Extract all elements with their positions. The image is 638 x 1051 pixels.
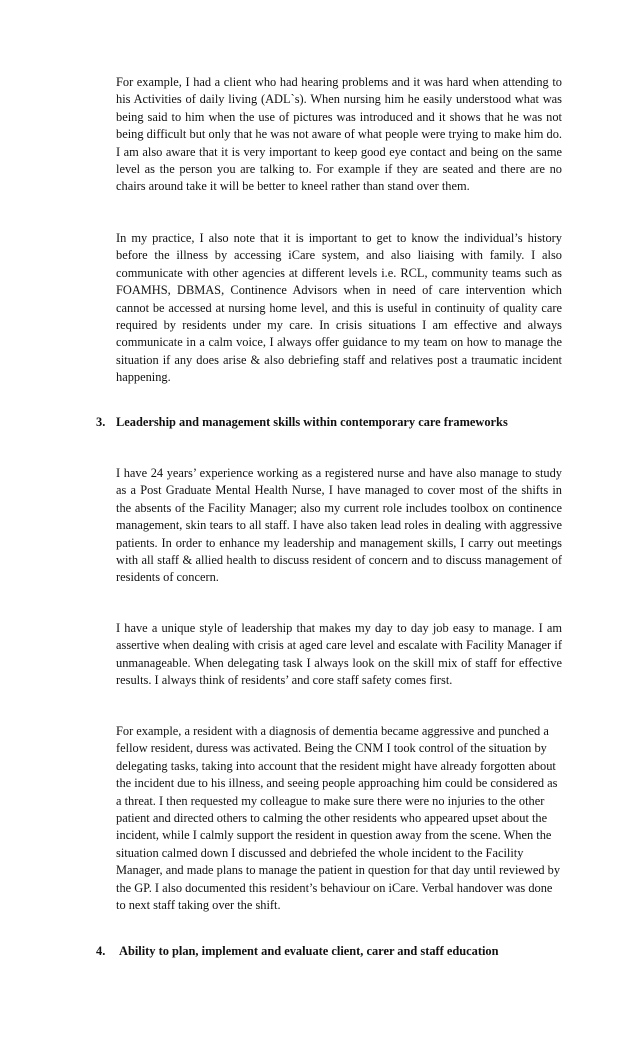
paragraph-leadership-style: I have a unique style of leadership that makes my day to day job easy to manage. I am assertive when dealing with crisis at aged care level and escalate with Facility Manager if unmanageable. When delegating task I always look on the skill mix of staff for effective results. I always think of residents’ and core staff safety comes first. xyxy=(116,621,562,688)
paragraph-experience: I have 24 years’ experience working as a registered nurse and have also manage to study as a Post Graduate Mental Health Nurse, I have managed to cover most of the shifts in the absents of the Facility Manager; also my current role includes toolbox on continence management, skin tears to all staff. I have also taken lead roles in dealing with aggressive patients. In order to enhance my leadership and management skills, I carry out meetings with all staff & allied health to discuss resident of concern and to discuss management of residents of concern. xyxy=(116,466,562,585)
section-heading-education xyxy=(96,943,499,960)
paragraph-individual-history: In my practice, I also note that it is important to get to know the individual’s history before the illness by accessing iCare system, and also liaising with family. I also communicate with other agencies at different levels i.e. RCL, community teams such as FOAMHS, DBMAS, Continence Advisors when in need of care intervention which cannot be accessed at nursing home level, and this is useful in continuity of quality care required by residents under my care. In crisis situations I am effective and always communicate in a calm voice, I always offer guidance to my team on how to manage the situation if any does arise & also debriefing staff and relatives post a traumatic incident happening. xyxy=(116,231,562,385)
section-heading-leadership xyxy=(96,414,508,431)
paragraph-hearing-example: For example, I had a client who had hearing problems and it was hard when attending to his Activities of daily living (ADL`s). When nursing him he easily understood what was being said to him when the use of pictures was introduced and it shows that he was not being difficult but only that he was not aware of what people were trying to make him do. I am also aware that it is very important to keep good eye contact and being on the same level as the person you are talking to. For example if they are seated and there are no chairs around take it will be better to kneel rather than stand over them. xyxy=(116,75,562,194)
section-title: Leadership and management skills within contemporary care frameworks xyxy=(116,415,508,429)
section-number: 4. xyxy=(96,944,106,958)
paragraph-dementia-example: For example, a resident with a diagnosis of dementia became aggressive and punched a fellow resident, duress was activated. Being the CNM I took control of the situation by delegating tasks, taking into account that the resident might have already forgotten about the incident due to his illness, and seeing people approaching him could be considered as a threat. I then requested my colleague to make sure there were no injuries to the other patient and directed others to calming the other residents who appeared upset about the incident, while I calmly support the resident in question away from the scene. When the situation calmed down I discussed and debriefed the whole incident to the Facility Manager, and made plans to manage the patient in question for that day until reviewed by the GP. I also documented this resident’s behaviour on iCare. Verbal handover was done to next staff taking over the shift. xyxy=(116,724,561,913)
section-number: 3. xyxy=(96,415,106,429)
section-title: Ability to plan, implement and evaluate client, carer and staff education xyxy=(119,944,499,958)
